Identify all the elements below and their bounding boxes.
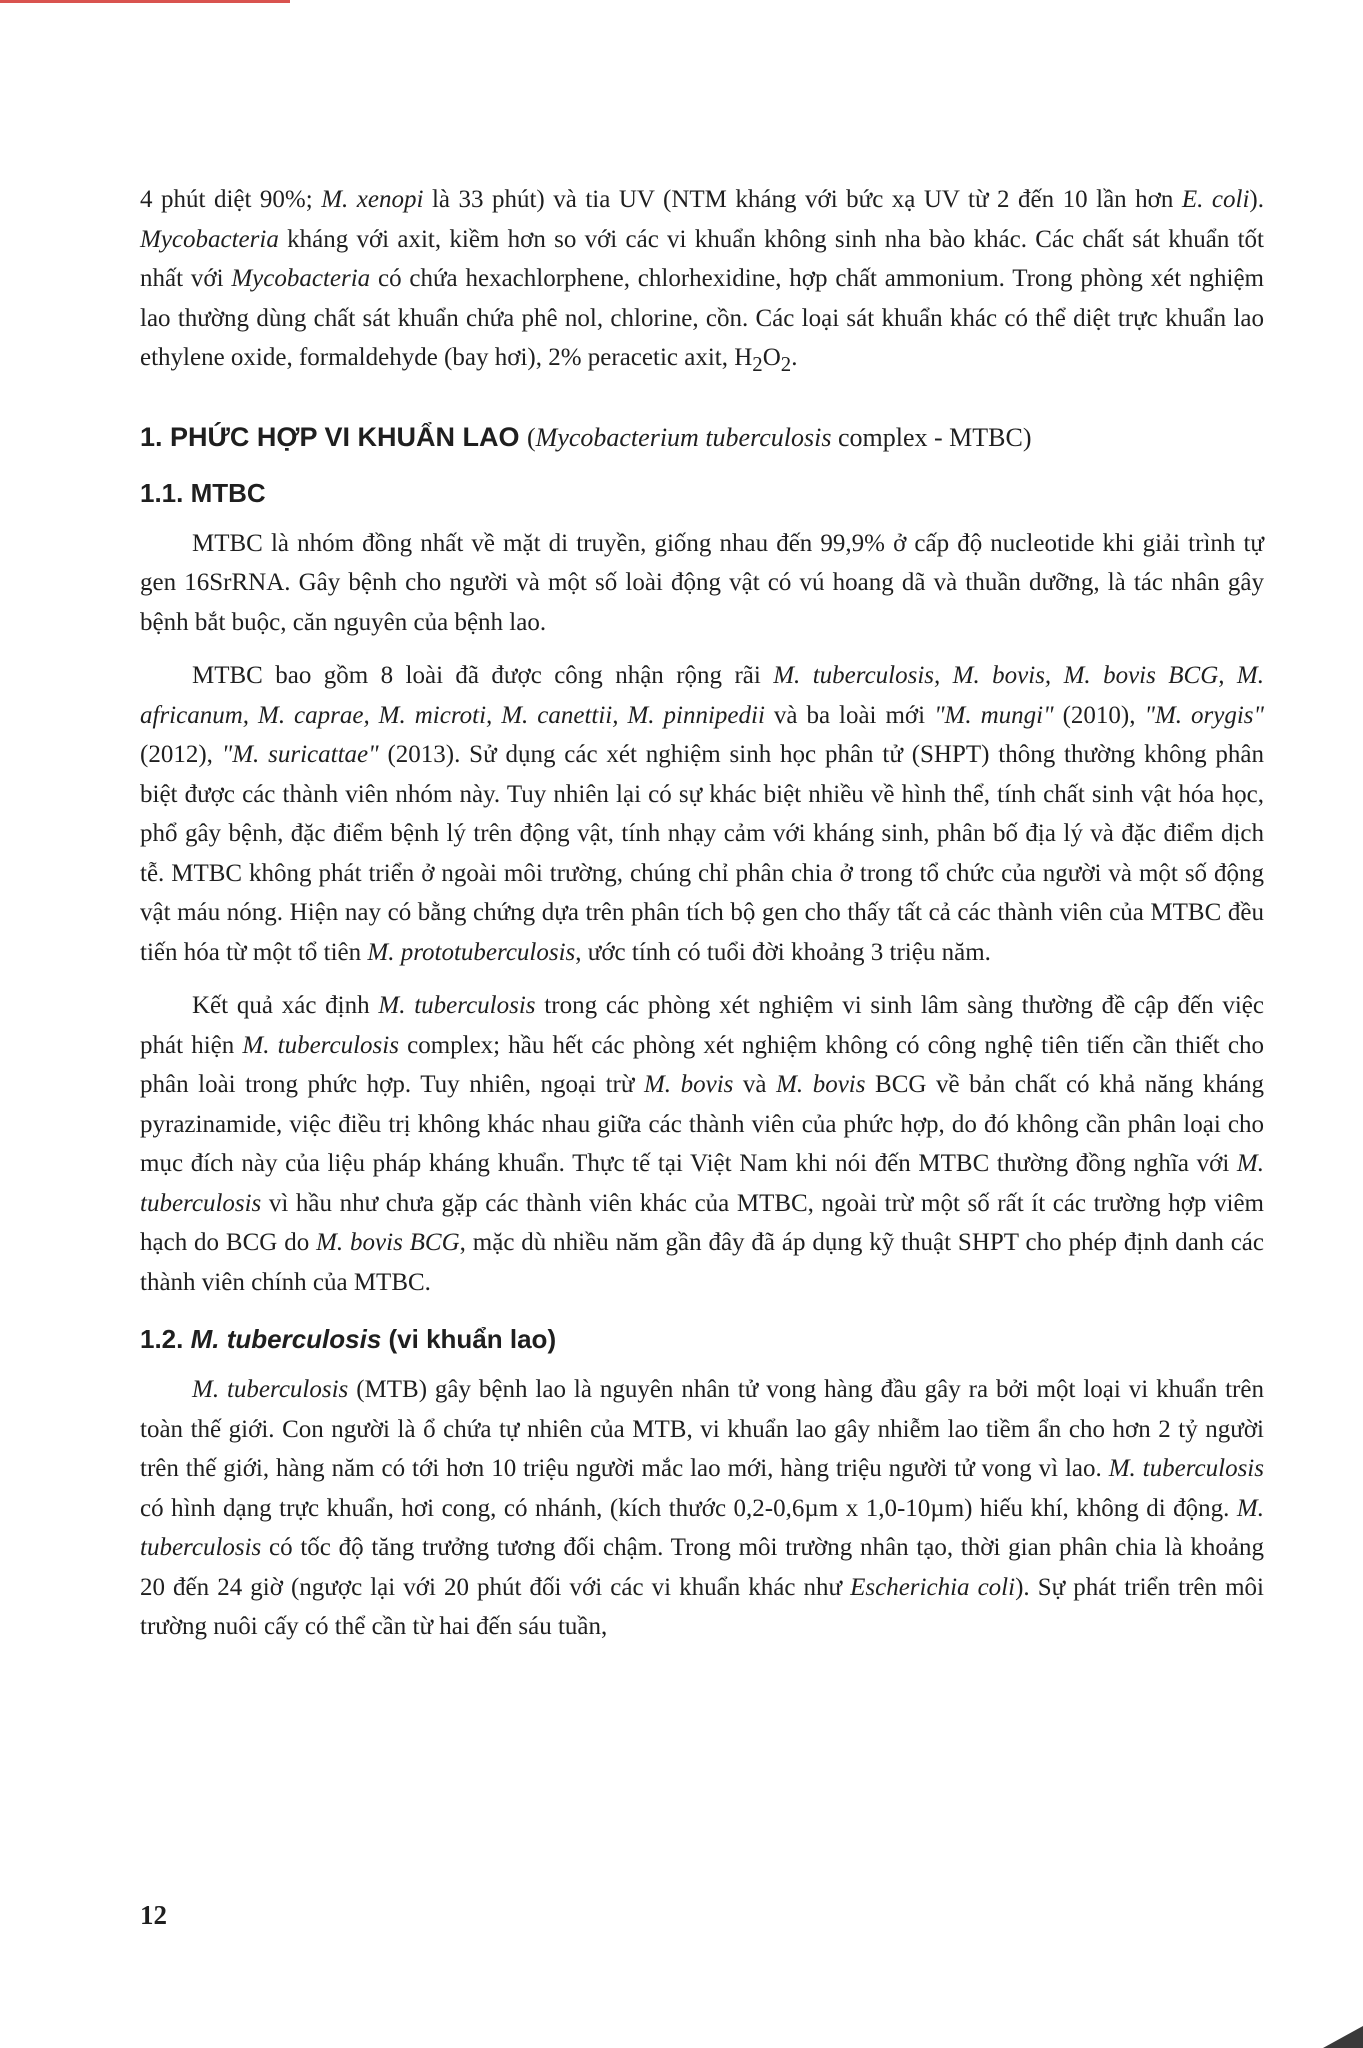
- mtbc-paragraph-2: MTBC bao gồm 8 loài đã được công nhận rộng rãi M. tuberculosis, M. bovis, M. bovis BCG, M. africanum, M. caprae, M. microti, M. canettii, M. pinnipedii và ba loài mới "M. mungi" (2010), "M. orygis" (2012), "M. suricattae" (2013). Sử dụng các xét nghiệm sinh học phân tử (SHPT) thông thường không phân biệt được các thành viên nhóm này. Tuy nhiên lại có sự khác biệt nhiều về hình thể, tính chất sinh vật hóa học, phổ gây bệnh, đặc điểm bệnh lý trên động vật, tính nhạy cảm với kháng sinh, phân bố địa lý và đặc điểm dịch tễ. MTBC không phát triển ở ngoài môi trường, chúng chỉ phân chia ở trong tổ chức của người và một số động vật máu nóng. Hiện nay có bằng chứng dựa trên phân tích bộ gen cho thấy tất cả các thành viên của MTBC đều tiến hóa từ một tổ tiên M. prototuberculosis, ước tính có tuổi đời khoảng 3 triệu năm.: [140, 662, 1265, 966]
- page-number: 12: [140, 1900, 167, 1930]
- intro-paragraph: 4 phút diệt 90%; M. xenopi là 33 phút) và tia UV (NTM kháng với bức xạ UV từ 2 đến 10 lần hơn E. coli). Mycobacteria kháng với axit, kiềm hơn so với các vi khuẩn không sinh nha bào khác. Các chất sát khuẩn tốt nhất với Mycobacteria có chứa hexachlorphene, chlorhexidine, hợp chất ammonium. Trong phòng xét nghiệm lao thường dùng chất sát khuẩn chứa phê nol, chlorine, cồn. Các loại sát khuẩn khác có thể diệt trực khuẩn lao ethylene oxide, formaldehyde (bay hơi), 2% peracetic axit, $H_2O_2$.: [140, 186, 1264, 376]
- page-corner-mark: [1323, 2026, 1363, 2048]
- mtbc-paragraph-1: MTBC là nhóm đồng nhất về mặt di truyền, giống nhau đến 99,9% ở cấp độ nucleotide khi giải trình tự gen 16SrRNA. Gây bệnh cho người và một số loài động vật có vú hoang dã và thuần dưỡng, là tác nhân gây bệnh bắt buộc, căn nguyên của bệnh lao.: [140, 529, 1264, 636]
- section-heading-1-1: 1.1. MTBC: [140, 477, 266, 508]
- section-heading-1: 1. PHỨC HỢP VI KHUẨN LAO (Mycobacterium tuberculosis complex - MTBC): [140, 421, 1032, 452]
- top-edge-rule: [0, 0, 290, 3]
- section-heading-1-2: 1.2. M. tuberculosis (vi khuẩn lao): [140, 1324, 557, 1354]
- page-body: [140, 180, 1264, 1661]
- mtb-paragraph-1: M. tuberculosis (MTB) gây bệnh lao là nguyên nhân tử vong hàng đầu gây ra bởi một loại vi khuẩn trên toàn thế giới. Con người là ổ chứa tự nhiên của MTB, vi khuẩn lao gây nhiễm lao tiềm ẩn cho hơn 2 tỷ người trên thế giới, hàng năm có tới hơn 10 triệu người mắc lao mới, hàng triệu người tử vong vì lao. M. tuberculosis có hình dạng trực khuẩn, hơi cong, có nhánh, (kích thước 0,2-0,6µm x 1,0-10µm) hiếu khí, không di động. M. tuberculosis có tốc độ tăng trưởng tương đối chậm. Trong môi trường nhân tạo, thời gian phân chia là khoảng 20 đến 24 giờ (ngược lại với 20 phút đối với các vi khuẩn khác như Escherichia coli). Sự phát triển trên môi trường nuôi cấy có thể cần từ hai đến sáu tuần,: [140, 1376, 1264, 1640]
- mtbc-paragraph-3: Kết quả xác định M. tuberculosis trong các phòng xét nghiệm vi sinh lâm sàng thường đề cập đến việc phát hiện M. tuberculosis complex; hầu hết các phòng xét nghiệm không có công nghệ tiên tiến cần thiết cho phân loài trong phức hợp. Tuy nhiên, ngoại trừ M. bovis và M. bovis BCG về bản chất có khả năng kháng pyrazinamide, việc điều trị không khác nhau giữa các thành viên của phức hợp, do đó không cần phân loại cho mục đích này của liệu pháp kháng khuẩn. Thực tế tại Việt Nam khi nói đến MTBC thường đồng nghĩa với M. tuberculosis vì hầu như chưa gặp các thành viên khác của MTBC, ngoài trừ một số rất ít các trường hợp viêm hạch do BCG do M. bovis BCG, mặc dù nhiều năm gần đây đã áp dụng kỹ thuật SHPT cho phép định danh các thành viên chính của MTBC.: [140, 992, 1264, 1296]
